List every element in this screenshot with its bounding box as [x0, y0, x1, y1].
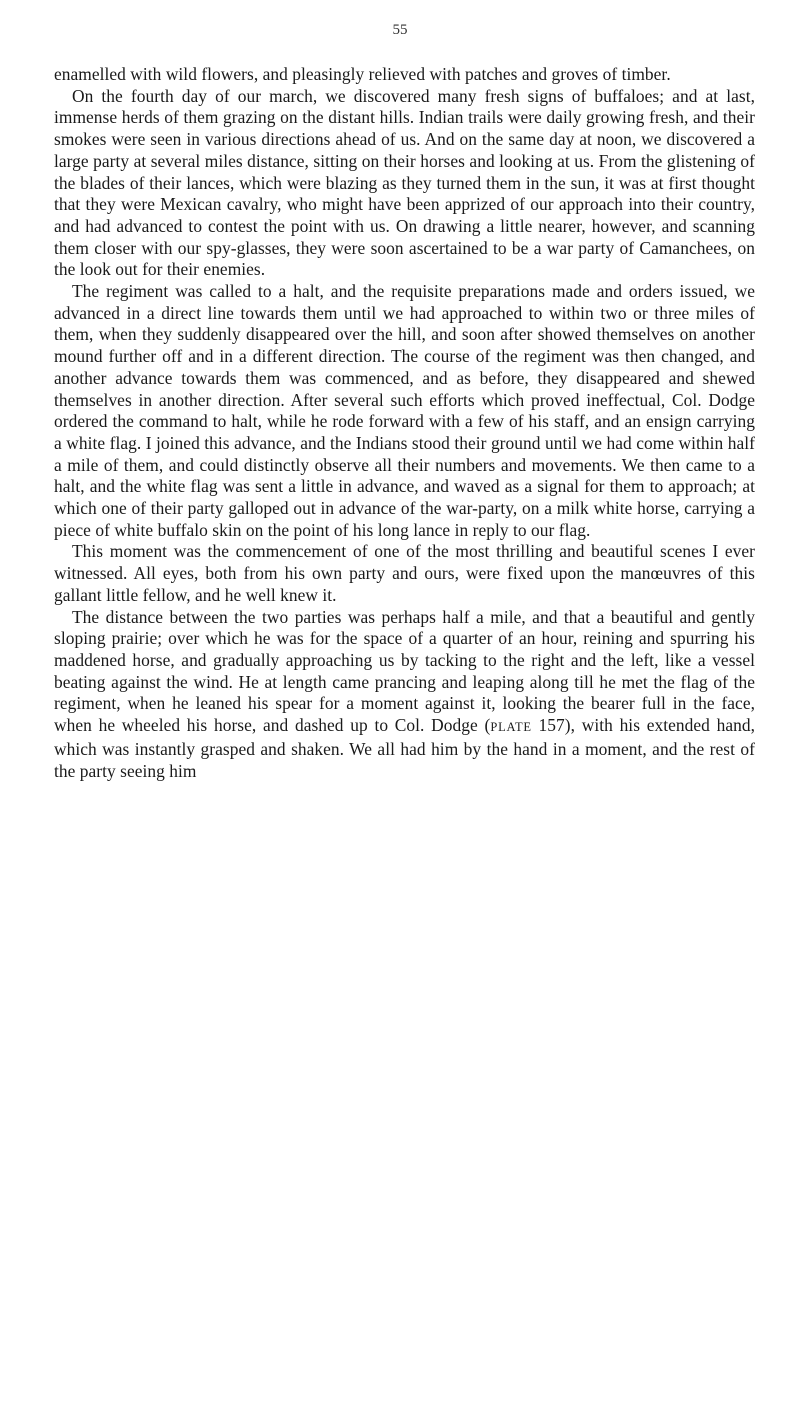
- paragraph-regiment-halt: The regiment was called to a halt, and the requisite preparations made and orders issued, we advanced in a direct line towards them until we had approached to within two or three miles of them, when they suddenly disappeared over the hill, and soon after showed themselves on another mound further off and in a different direction. The course of the regiment was then changed, and another advance towards them was commenced, and as before, they disappeared and shewed themselves in another direction. After several such efforts which proved ineffectual, Col. Dodge ordered the command to halt, while he rode forward with a few of his staff, and an ensign carrying a white flag. I joined this advance, and the Indians stood their ground until we had come within half a mile of them, and could distinctly observe all their numbers and movements. We then came to a halt, and the white flag was sent a little in advance, and waved as a signal for them to approach; at which one of their party galloped out in advance of the war-party, on a milk white horse, carrying a piece of white buffalo skin on the point of his long lance in reply to our flag.: [54, 281, 755, 540]
- plate-reference: PLATE: [490, 720, 532, 735]
- paragraph-fourth-day: On the fourth day of our march, we discovered many fresh signs of buffaloes; and at last, immense herds of them grazing on the distant hills. Indian trails were daily growing fresh, and their smokes were seen in various directions ahead of us. And on the same day at noon, we discovered a large party at several miles distance, sitting on their horses and looking at us. From the glistening of the blades of their lances, which were blazing as they turned them in the sun, it was at first thought that they were Mexican cavalry, who might have been apprized of our approach into their country, and had advanced to contest the point with us. On drawing a little nearer, however, and scanning them closer with our spy-glasses, they were soon ascertained to be a war party of Camanchees, on the look out for their enemies.: [54, 85, 755, 280]
- paragraph-thrilling-moment: This moment was the commencement of one of the most thrilling and beautiful scenes I ever witnessed. All eyes, both from his own party and ours, were fixed upon the manœuvres of this gallant little fellow, and he well knew it.: [54, 541, 755, 605]
- paragraph-distance-text: The distance between the two parties was perhaps half a mile, and that a beautiful and gently sloping prairie; over which he was for the space of a quarter of an hour, reining and spurring his maddened horse, and gradually approaching us by tacking to the right and the left, like a vessel beating against the wind. He at length came prancing and leaping along till he met the flag of the regiment, when he leaned his spear for a moment against it, looking the bearer full in the face, when he wheeled his horse, and dashed up to Col. Dodge (: [54, 606, 755, 736]
- page-number: 55: [392, 22, 408, 38]
- paragraph-distance-end: 157), with his extended hand, which was instantly grasped and shaken. We all had him by the hand in a moment, and the rest of the party seeing him: [54, 715, 755, 781]
- body-text: [54, 64, 755, 782]
- paragraph-continuation: enamelled with wild flowers, and pleasingly relieved with patches and groves of timber.: [54, 64, 671, 84]
- paragraph-distance: [54, 607, 755, 783]
